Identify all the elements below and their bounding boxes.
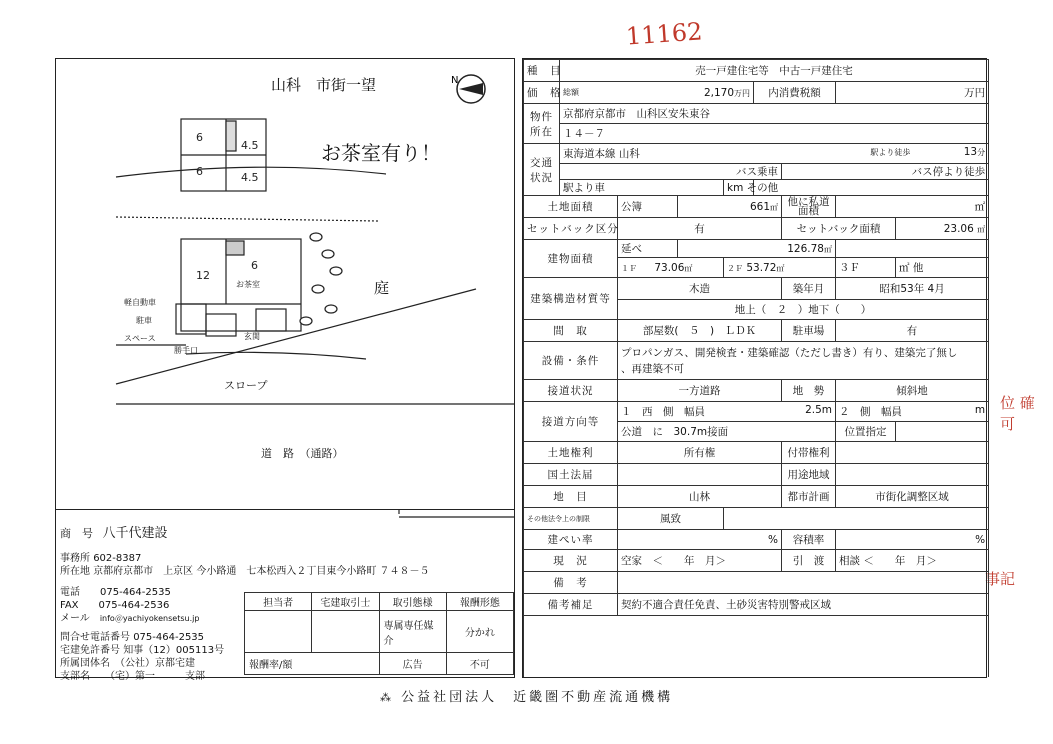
footer-org-name: 公益社団法人 近畿圏不動産流通機構 <box>401 690 674 705</box>
slope-label: スロープ <box>224 379 268 392</box>
attached-right-label: 付帯権利 <box>782 442 836 464</box>
svg-text:6: 6 <box>196 165 203 178</box>
frontage-length: 30.7 <box>673 426 697 438</box>
inquiry-label: 問合せ電話番号 <box>60 632 130 643</box>
ad-label: 広告 <box>379 653 446 675</box>
national-law-label: 国土法届 <box>524 464 618 486</box>
setback-area-label: セットバック面積 <box>782 218 896 240</box>
city-plan-value: 市街化調整区域 <box>836 486 989 508</box>
floor2-cell: ２Ｆ 53.72㎡ <box>724 258 836 278</box>
handwritten-margin-note-1: 位 確可 <box>1000 394 1035 433</box>
grid-header-fee: 報酬形態 <box>446 593 513 611</box>
setback-value: 有 <box>618 218 782 240</box>
trade-name: 八千代建設 <box>102 526 168 541</box>
tax-unit: 万円 <box>836 82 989 104</box>
grid-header-deal: 取引態様 <box>379 593 446 611</box>
land-right-label: 土地権利 <box>524 442 618 464</box>
direction-1: 西 側 幅員 <box>642 406 705 418</box>
facilities-line-1: プロパンガス、開発検査・建築確認（ただし書き）有り、建築完了無し <box>621 346 958 359</box>
setback-area-cell: 23.06 ㎡ <box>896 218 989 240</box>
price-value: 2,170 <box>703 86 734 99</box>
fax-label: FAX <box>60 600 79 611</box>
traffic-line <box>560 144 989 164</box>
direction-1-width: 2.5 <box>805 404 822 416</box>
parking-label-3: スペース <box>124 334 156 343</box>
handover-cell: 相談 ＜ 年 月＞ <box>836 550 989 572</box>
tea-room-headline: お茶室有り！ <box>321 141 441 165</box>
total-area: 126.78 <box>787 242 824 255</box>
facilities-line-2: 、再建築不可 <box>621 362 684 375</box>
grid-person-cell <box>245 611 312 653</box>
trade-name-label: 商 号 <box>60 527 93 540</box>
ad-value: 不可 <box>446 653 513 675</box>
land-right-value: 所有権 <box>618 442 782 464</box>
status-label: 現 況 <box>524 550 618 572</box>
status-value: 空家 <box>621 555 642 567</box>
floor-plan-panel <box>55 58 515 510</box>
terrain-value: 傾斜地 <box>836 380 989 402</box>
built-value: 昭和53年 4月 <box>836 278 989 300</box>
private-road-label: 他に私道面積 <box>782 196 836 218</box>
branch-label: 支部名 <box>60 671 90 682</box>
usage-zone-value <box>836 464 989 486</box>
map-title: 山科 市街一望 <box>271 76 377 94</box>
far-label: 容積率 <box>782 530 836 550</box>
station-walk-label: 駅より徒歩 <box>870 148 911 157</box>
price-cell <box>560 82 754 104</box>
structure-label: 建築構造材質等 <box>524 278 618 320</box>
parking-label-2: 駐車 <box>136 316 152 325</box>
agent-email[interactable]: info＠yachiyokensetsu.jp <box>99 614 200 623</box>
land-area-type: 公簿 <box>618 196 678 218</box>
total-area-cell: 126.78㎡ <box>678 240 836 258</box>
land-area-label: 土地面積 <box>524 196 618 218</box>
svg-text:6: 6 <box>196 131 203 144</box>
floors-value: 地上（ ２ ）地下（ ） <box>618 300 989 320</box>
layout-value: 部屋数( ５ ) ＬＤＫ <box>618 320 782 342</box>
remarks-supp-label: 備考補足 <box>524 594 618 616</box>
association-name: （公社）京都宅建 <box>120 658 195 669</box>
direction-label: 接道方向等 <box>524 402 618 442</box>
attached-right-value <box>836 442 989 464</box>
postal-code: 602-8387 <box>93 553 142 564</box>
other-traffic-value <box>754 180 989 196</box>
usage-zone-label: 用途地域 <box>782 464 836 486</box>
other-limit-value: 風致 <box>618 508 724 530</box>
tax-label: 内消費税額 <box>754 82 836 104</box>
handover-value: 相談 <box>839 555 860 567</box>
footer <box>380 686 673 705</box>
minutes-unit: 分 <box>977 148 986 157</box>
far-unit: % <box>836 530 989 550</box>
road-label: 道 路 （通路） <box>261 447 344 460</box>
tea-room-label: お茶室 <box>236 280 260 289</box>
status-cell: 空家 ＜ 年 月＞ <box>618 550 782 572</box>
land-category-value: 山林 <box>618 486 782 508</box>
location-line-1: 京都府京都市 山科区安朱東谷 <box>560 104 989 124</box>
coverage-label: 建ぺい率 <box>524 530 618 550</box>
tel-label: 電話 <box>60 587 80 598</box>
built-label: 築年月 <box>782 278 836 300</box>
total-area-label: 延べ <box>618 240 678 258</box>
entrance-label: 勝手口 <box>174 346 198 355</box>
station-car-label: 駅より車 <box>560 180 724 196</box>
agent-address: 京都府京都市 上京区 今小路通 七本松西入２丁目東今小路町 ７４８－５ <box>93 566 430 577</box>
license-number: 知事（12）005113号 <box>123 645 225 656</box>
building-area-label: 建物面積 <box>524 240 618 278</box>
floor1-cell: １Ｆ 73.06㎡ <box>618 258 724 278</box>
other-floor-cell: ㎡ 他 <box>896 258 989 278</box>
price-label: 価 格 <box>524 82 560 104</box>
fee-rate-label: 報酬率/額 <box>245 653 380 675</box>
other-limit-label: その他法令上の制限 <box>524 508 618 530</box>
national-law-value <box>618 464 782 486</box>
agent-fax: 075-464-2536 <box>98 600 170 611</box>
setback-label: セットバック区分 <box>524 218 618 240</box>
parking-value: 有 <box>836 320 989 342</box>
handwritten-number: 11162 <box>625 17 704 51</box>
inquiry-tel: 075-464-2535 <box>133 632 205 643</box>
access-value: 一方道路 <box>618 380 782 402</box>
license-label: 宅建免許番号 <box>60 645 120 656</box>
remarks-supp-value: 契約不適合責任免責、土砂災害特別警戒区域 <box>618 594 989 616</box>
type-label: 種 目 <box>524 60 560 82</box>
land-area: 661 <box>749 200 770 213</box>
access-label: 接道状況 <box>524 380 618 402</box>
agent-tel: 075-464-2535 <box>100 587 171 598</box>
bus-ride-label: バス乗車 <box>560 164 782 180</box>
city-plan-label: 都市計画 <box>782 486 836 508</box>
location-spec-value <box>896 422 989 442</box>
land-category-label: 地 目 <box>524 486 618 508</box>
office-label: 事務所 <box>60 553 90 564</box>
facilities-cell <box>618 342 989 380</box>
other-traffic-label: km その他 <box>724 180 754 196</box>
remarks-label: 備 考 <box>524 572 618 594</box>
fee-type: 分かれ <box>446 611 513 653</box>
floor2-area: 53.72 <box>746 261 777 274</box>
facilities-label: 設備・条件 <box>524 342 618 380</box>
private-road-unit: ㎡ <box>836 196 989 218</box>
branch-name: （宅）第一 <box>110 671 155 682</box>
floor3-cell: ３Ｆ <box>836 258 896 278</box>
association-label: 所属団体名 <box>60 658 110 669</box>
grid-broker-cell <box>312 611 379 653</box>
agent-info-panel <box>55 510 515 682</box>
location-line-2: １４－７ <box>560 124 989 144</box>
terrain-label: 地 勢 <box>782 380 836 402</box>
other-limit-blank <box>724 508 989 530</box>
walk-minutes: 13 <box>963 146 978 158</box>
parking-label: 駐車場 <box>782 320 836 342</box>
train-line: 東海道本線 山科 <box>563 148 640 160</box>
total-area-blank <box>836 240 989 258</box>
agent-grid <box>244 592 514 675</box>
traffic-label: 交通状況 <box>524 144 560 196</box>
svg-text:4.5: 4.5 <box>241 171 259 184</box>
grid-header-broker: 宅建取引士 <box>312 593 379 611</box>
svg-text:6: 6 <box>251 259 258 272</box>
handover-label: 引 渡 <box>782 550 836 572</box>
gate-label: 玄関 <box>244 332 260 341</box>
property-type: 売一戸建住宅等 中古一戸建住宅 <box>560 60 989 82</box>
property-table <box>523 59 989 677</box>
mail-label: メール <box>60 613 90 624</box>
direction-1-cell: １ 西 側 幅員 2.5m <box>618 402 836 422</box>
svg-text:12: 12 <box>196 269 210 282</box>
garden-label: 庭 <box>374 279 390 297</box>
frontage-cell: 公道 に 30.7m接面 <box>618 422 836 442</box>
svg-text:4.5: 4.5 <box>241 139 259 152</box>
svg-text:N: N <box>451 75 459 86</box>
sheet-bottom-space <box>524 616 989 678</box>
remarks-value <box>618 572 989 594</box>
structure-value: 木造 <box>618 278 782 300</box>
location-label: 物件所在 <box>524 104 560 144</box>
coverage-unit: % <box>618 530 782 550</box>
branch-suffix: 支部 <box>185 671 205 682</box>
grid-header-person: 担当者 <box>245 593 312 611</box>
org-logo-icon: ⁂ <box>380 691 394 704</box>
setback-area: 23.06 <box>943 222 974 235</box>
direction-2-cell: ２ 側 幅員 m <box>836 402 989 422</box>
location-spec-label: 位置指定 <box>836 422 896 442</box>
deal-type: 専属専任媒介 <box>379 611 446 653</box>
property-sheet <box>522 58 987 678</box>
layout-label: 間 取 <box>524 320 618 342</box>
parking-label-1: 軽自動車 <box>124 298 156 307</box>
floor-plan-drawing <box>56 59 514 509</box>
handwritten-margin-note-2: 事記 <box>985 570 1016 588</box>
floor1-area: 73.06 <box>654 261 685 274</box>
direction-2: 側 幅員 <box>860 406 902 418</box>
land-area-cell: 661㎡ <box>678 196 782 218</box>
bus-stop-walk-label: バス停より徒歩 <box>782 164 989 180</box>
trade-name-row <box>60 522 168 541</box>
price-total-label: 総額 <box>563 87 579 97</box>
address-label: 所在地 <box>60 566 90 577</box>
price-unit: 万円 <box>734 88 750 98</box>
